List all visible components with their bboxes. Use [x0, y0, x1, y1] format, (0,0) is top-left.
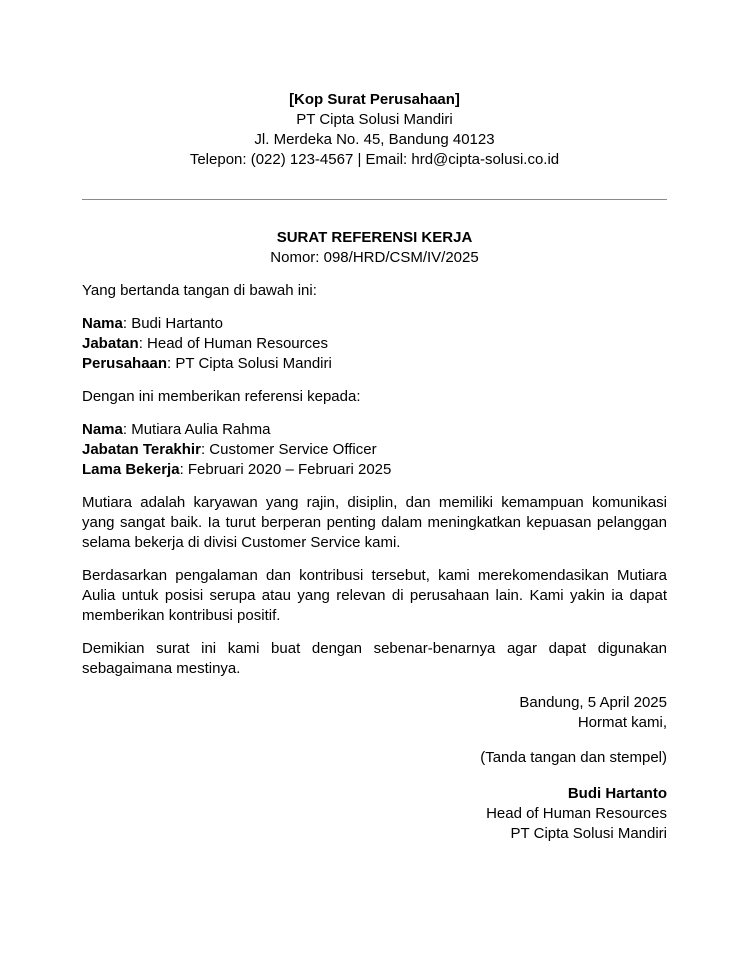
intro-signer-line: Yang bertanda tangan di bawah ini:: [82, 282, 317, 299]
signature-block: [82, 784, 667, 844]
employee-tenure-row: [82, 460, 667, 480]
signer-company-row: [82, 354, 667, 374]
signer-name-label: Nama: [82, 315, 123, 332]
employee-tenure-value: : Februari 2020 – Februari 2025: [179, 461, 392, 478]
closing-block: [82, 693, 667, 733]
signer-name-row: [82, 314, 667, 334]
signer-title-row: [82, 334, 667, 354]
closing-salutation: Hormat kami,: [577, 714, 667, 731]
employee-details: [82, 420, 667, 480]
signature-company: PT Cipta Solusi Mandiri: [510, 825, 667, 842]
signer-company-label: Perusahaan: [82, 355, 168, 372]
letterhead-contact: Telepon: (022) 123-4567 | Email: hrd@cipta-solusi.co.id: [189, 151, 560, 168]
signer-name-value: : Budi Hartanto: [122, 315, 223, 332]
employee-lastposition-label: Jabatan Terakhir: [82, 441, 201, 458]
signer-title-label: Jabatan: [82, 335, 139, 352]
signer-details: [82, 314, 667, 374]
employee-name-value: : Mutiara Aulia Rahma: [122, 421, 271, 438]
body-paragraph-2: Berdasarkan pengalaman dan kontribusi tersebut, kami merekomendasikan Mutiara Aulia untuk posisi serupa atau yang relevan di perusahaan lain. Kami yakin ia dapat memberikan kontribusi positif.: [82, 567, 667, 624]
document-title: SURAT REFERENSI KERJA: [276, 229, 473, 246]
letterhead-placeholder: [Kop Surat Perusahaan]: [289, 91, 460, 108]
employee-lastposition-value: : Customer Service Officer: [200, 441, 377, 458]
title-block: [82, 228, 667, 268]
intro-reference-line: Dengan ini memberikan referensi kepada:: [82, 388, 361, 405]
body-paragraph-3: Demikian surat ini kami buat dengan sebenar-benarnya agar dapat digunakan sebagaimana mestinya.: [82, 640, 667, 677]
letterhead-company: PT Cipta Solusi Mandiri: [296, 111, 453, 128]
employee-name-label: Nama: [82, 421, 123, 438]
signer-title-value: : Head of Human Resources: [138, 335, 328, 352]
signer-company-value: : PT Cipta Solusi Mandiri: [167, 355, 332, 372]
signature-note: (Tanda tangan dan stempel): [480, 749, 667, 766]
letterhead-divider: [82, 199, 667, 200]
signature-title: Head of Human Resources: [486, 805, 667, 822]
employee-name-row: [82, 420, 667, 440]
body-paragraph-1: Mutiara adalah karyawan yang rajin, disiplin, dan memiliki kemampuan komunikasi yang sangat baik. Ia turut berperan penting dalam meningkatkan kepuasan pelanggan selama bekerja di divisi Customer Service kami.: [82, 494, 667, 551]
document-number: Nomor: 098/HRD/CSM/IV/2025: [270, 249, 479, 266]
letterhead-address: Jl. Merdeka No. 45, Bandung 40123: [254, 131, 495, 148]
signature-name: Budi Hartanto: [567, 785, 667, 802]
letterhead: [82, 90, 667, 170]
closing-place-date: Bandung, 5 April 2025: [519, 694, 667, 711]
employee-tenure-label: Lama Bekerja: [82, 461, 180, 478]
employee-lastposition-row: [82, 440, 667, 460]
